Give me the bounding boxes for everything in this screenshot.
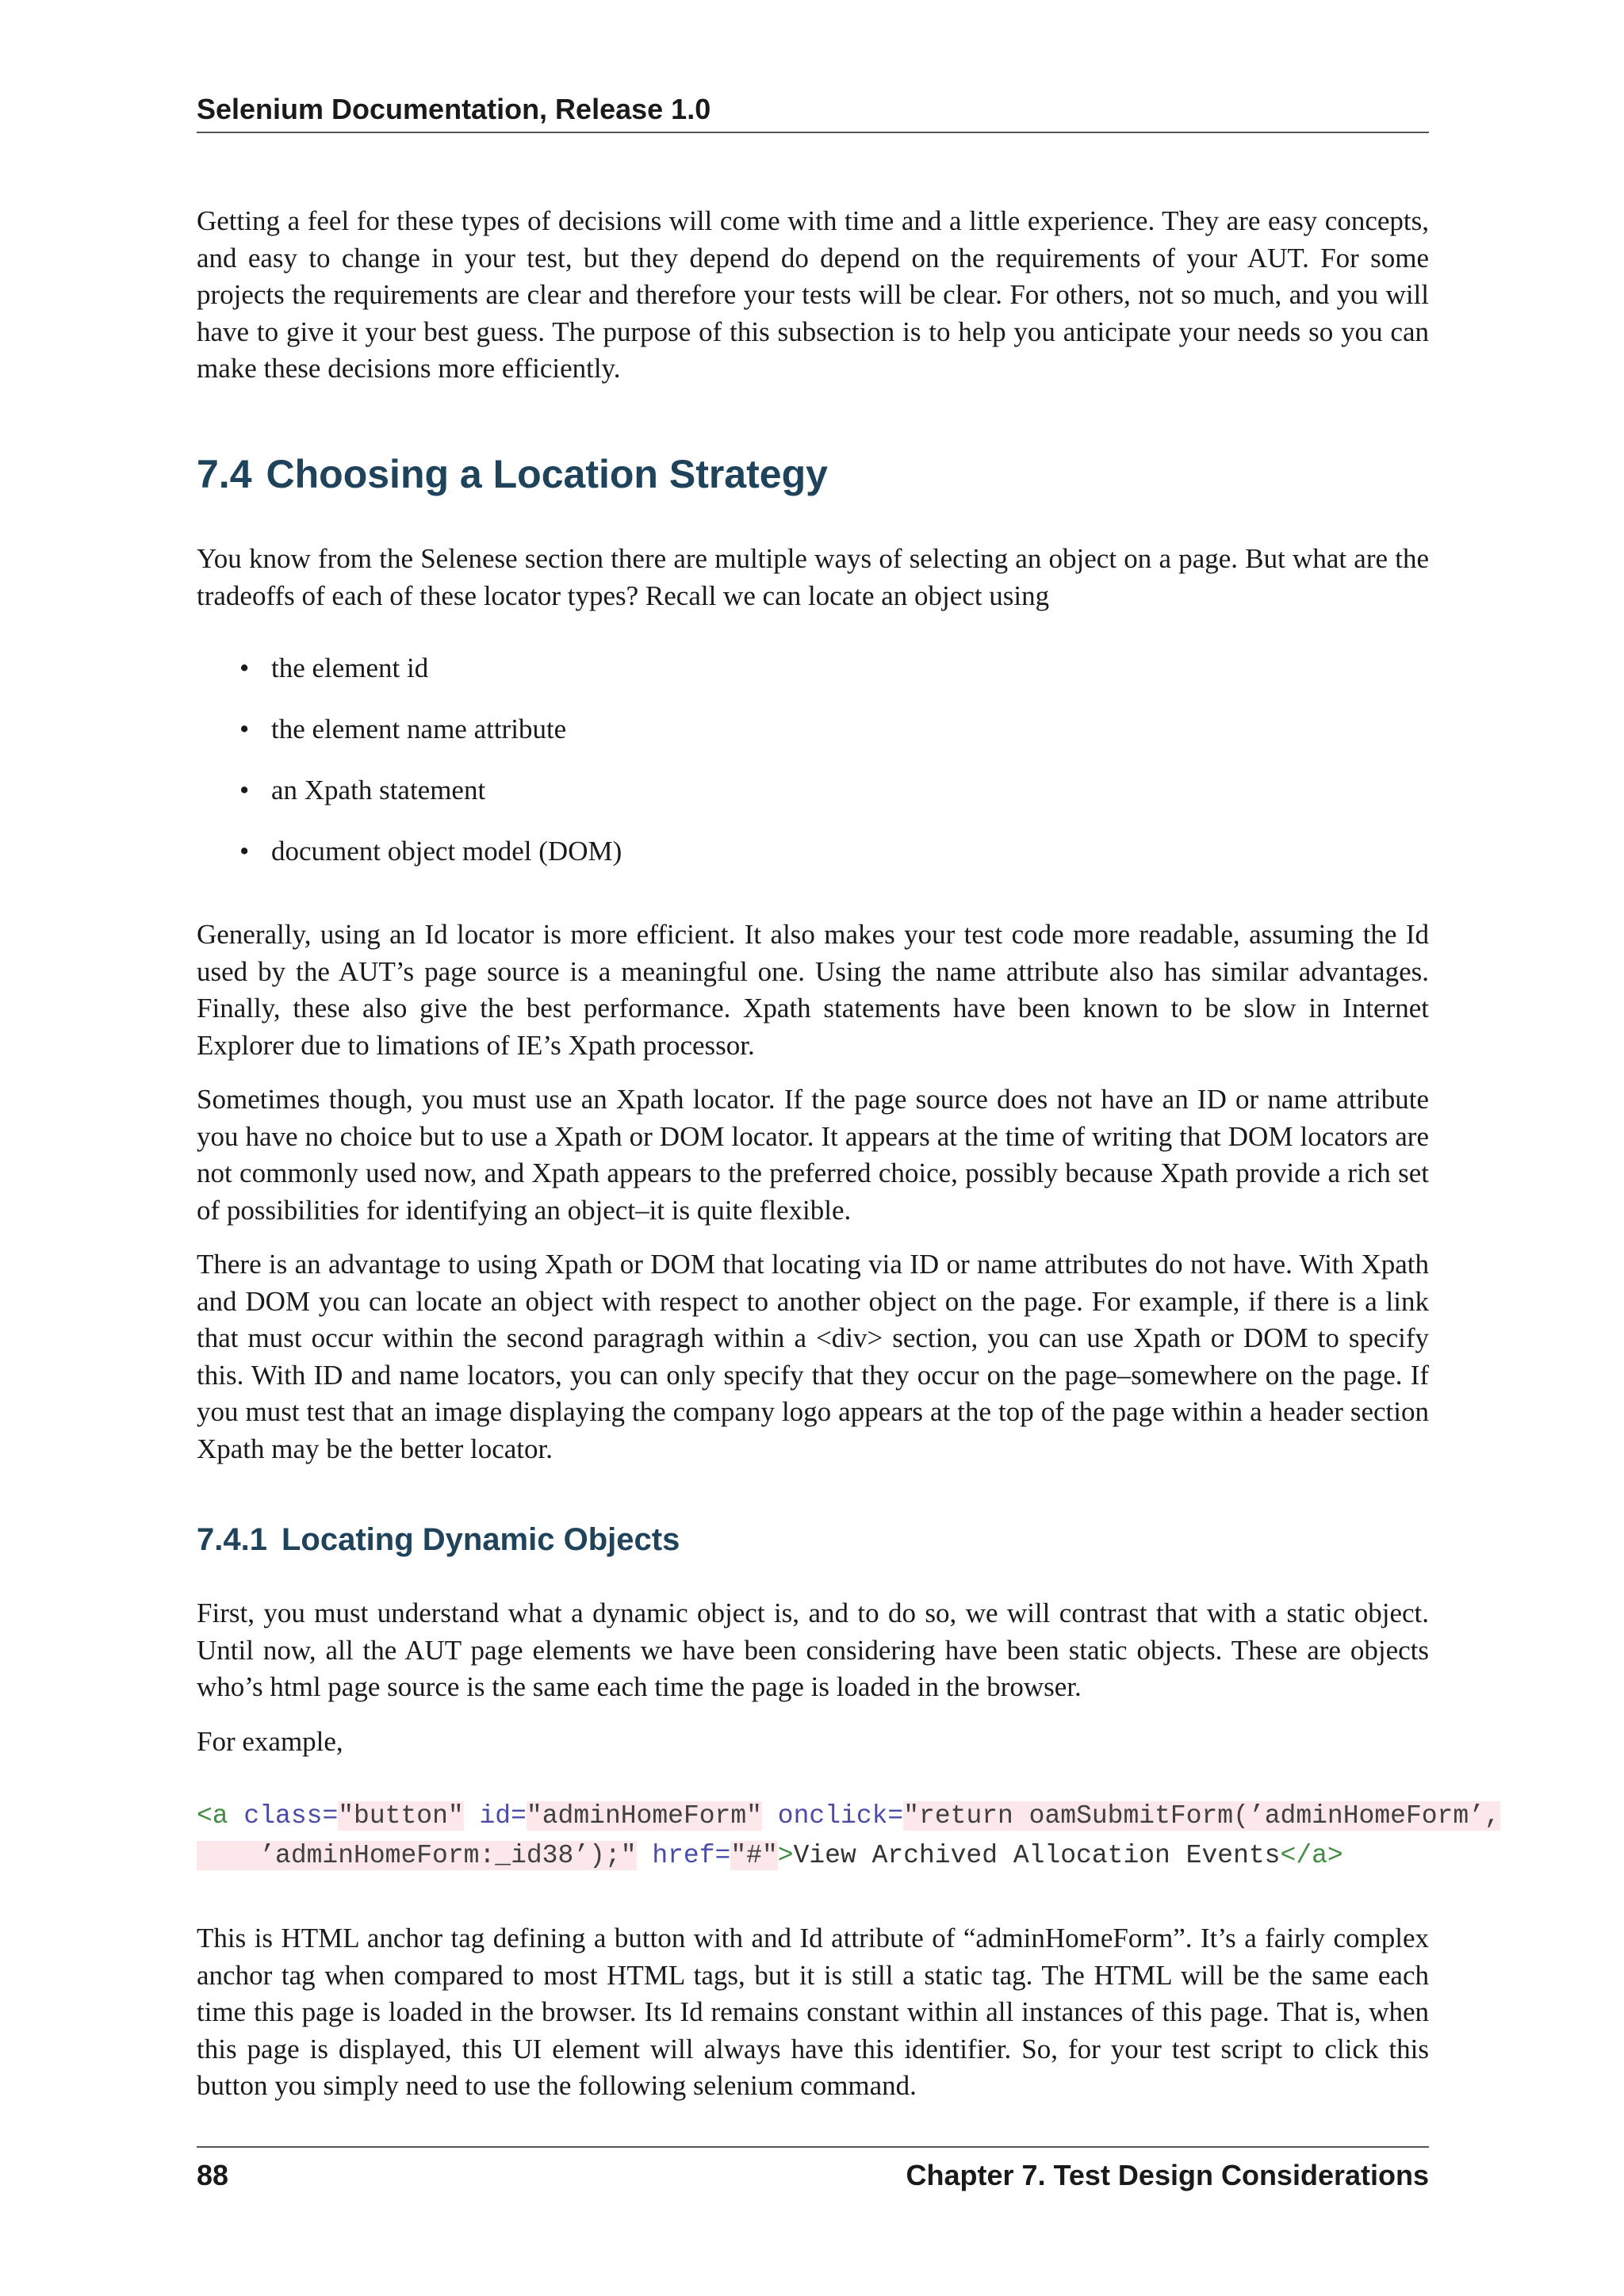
code-line-2: ’adminHomeForm:_id38’);" href="#">View Archived Allocation Events</a> <box>197 1836 1624 1876</box>
bullet-icon: • <box>239 652 250 683</box>
subsection-title: Locating Dynamic Objects <box>281 1522 680 1557</box>
bullet-icon: • <box>239 714 250 744</box>
intro-paragraph: Getting a feel for these types of decisions will come with time and a little experience. They are easy concepts, and easy to change in your test, but they depend do depend on the requirements of your AUT. For some projects the requirements are clear and therefore your tests will be clear. For others, not so much, and you will have to give it your best guess. The purpose of this subsection is to help you anticipate your needs so you can make these decisions more efficiently. <box>197 205 1429 384</box>
section-paragraph-2: Generally, using an Id locator is more efficient. It also makes your test code more readable, assuming the Id used by the AUT’s page source is a meaningful one. Using the name attribute also has similar advantages. Finally, these also give the best performance. Xpath statements have been known to be slow in Internet Explorer due to limations of IE’s Xpath processor. <box>197 919 1429 1061</box>
bullet-icon: • <box>239 836 250 867</box>
subsection-number: 7.4.1 <box>197 1522 267 1557</box>
page-number: 88 <box>197 2159 229 2191</box>
subsection-paragraph-3: This is HTML anchor tag defining a button with and Id attribute of “adminHomeForm”. It’s a fairly complex anchor tag when compared to most HTML tags, but it is still a static tag. The HTML will be the same each time this page is loaded in the browser. Its Id remains constant within all instances of this page. That is, when this page is displayed, this UI element will always have this identifier. So, for your test script to click this button you simply need to use the following selenium command. <box>197 1923 1429 2101</box>
section-title: Choosing a Location Strategy <box>266 452 828 496</box>
subsection-paragraph-2: For example, <box>197 1726 343 1757</box>
running-header: Selenium Documentation, Release 1.0 <box>197 93 711 125</box>
list-item: • the element id <box>239 650 1350 687</box>
subsection-heading <box>197 1520 1429 1559</box>
section-heading <box>197 450 1429 498</box>
code-block <box>197 1797 1624 1876</box>
header-rule <box>197 132 1429 133</box>
list-item: • document object model (DOM) <box>239 833 1350 870</box>
section-paragraph-1: You know from the Selenese section there are multiple ways of selecting an object on a page. But what are the tradeoffs of each of these locator types? Recall we can locate an object using <box>197 543 1429 611</box>
section-number: 7.4 <box>197 452 252 496</box>
footer-rule <box>197 2146 1429 2148</box>
section-paragraph-4: There is an advantage to using Xpath or DOM that locating via ID or name attributes do not have. With Xpath and DOM you can locate an object with respect to another object on the page. For example, if there is a link that must occur within the second paragragh within a <div> section, you can use Xpath or DOM to specify this. With ID and name locators, you can only specify that they occur on the page–somewhere on the page. If you must test that an image displaying the company logo appears at the top of the page within a header section Xpath may be the better locator. <box>197 1249 1429 1464</box>
section-paragraph-3: Sometimes though, you must use an Xpath locator. If the page source does not have an ID or name attribute you have no choice but to use a Xpath or DOM locator. It appears at the time of writing that DOM locators are not commonly used now, and Xpath appears to the preferred choice, possibly because Xpath provide a rich set of possibilities for identifying an object–it is quite flexible. <box>197 1084 1429 1226</box>
bullet-icon: • <box>239 775 250 806</box>
subsection-paragraph-1: First, you must understand what a dynamic object is, and to do so, we will contrast that with a static object. Until now, all the AUT page elements we have been considering have been static objects. These are objects who’s html page source is the same each time the page is loaded in the browser. <box>197 1598 1429 1702</box>
code-line-1: <a class="button" id="adminHomeForm" onclick="return oamSubmitForm(’adminHomeForm’, <box>197 1801 1500 1831</box>
list-item: • an Xpath statement <box>239 772 1350 809</box>
chapter-title: Chapter 7. Test Design Considerations <box>906 2159 1429 2191</box>
locator-type-list <box>239 650 1350 894</box>
list-item: • the element name attribute <box>239 711 1350 748</box>
document-page <box>197 0 1500 2296</box>
